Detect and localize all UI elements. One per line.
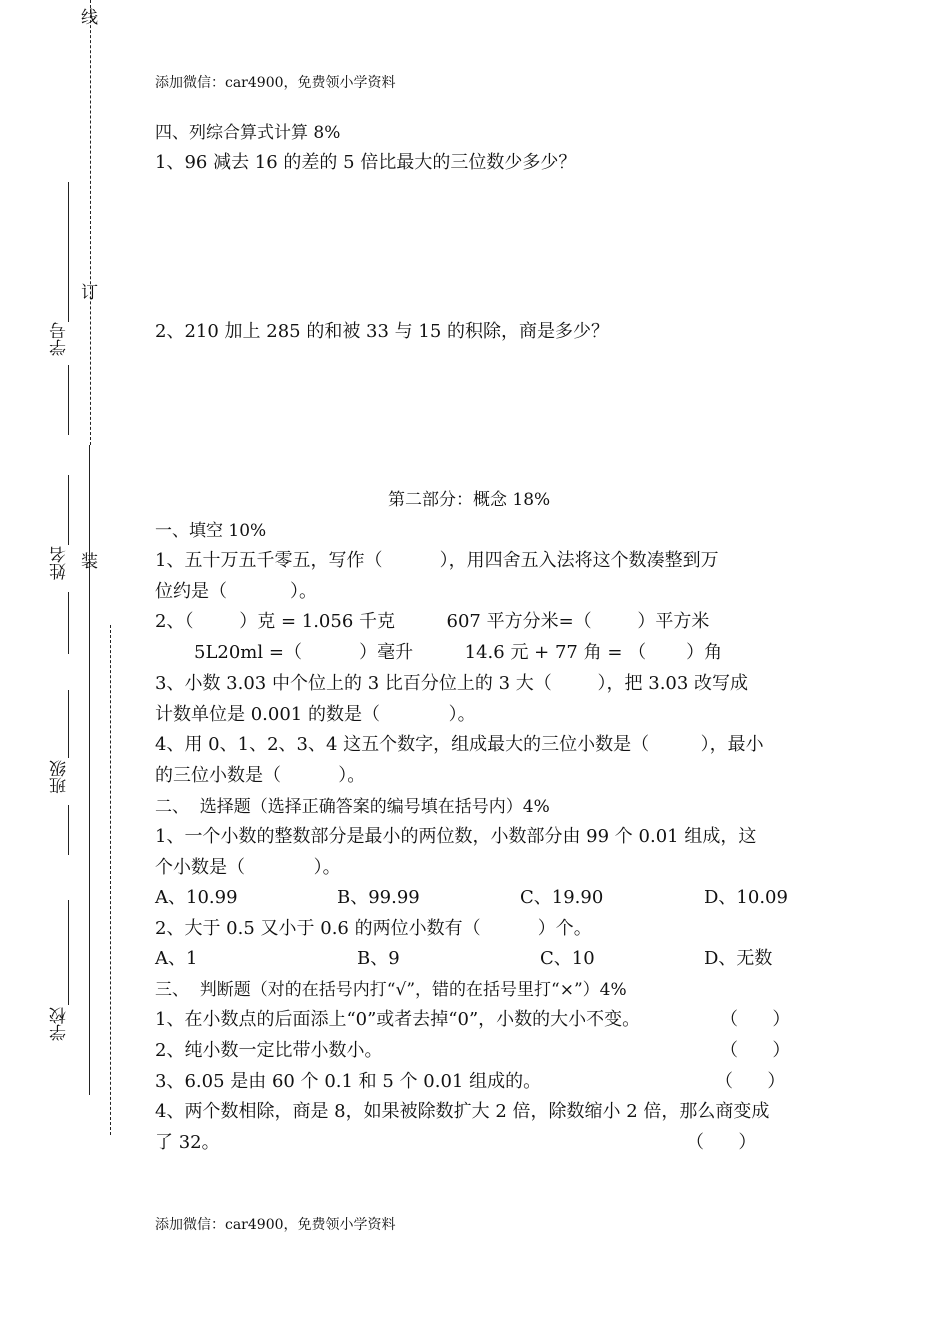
seal-xian: 线	[77, 8, 97, 25]
choice-q1-option-d[interactable]: D、10.09	[704, 887, 788, 908]
xuehao-underline	[68, 182, 69, 322]
fill-q3-line1: 3、小数 3.03 中个位上的 3 比百分位上的 3 大（ ），把 3.03 改写成	[155, 673, 749, 694]
fill-q1-line2: 位约是（ ）。	[155, 581, 317, 602]
fill-q4-line1: 4、用 0、1、2、3、4 这五个数字，组成最大的三位小数是（ ），最小	[155, 734, 764, 755]
judge-q3-bracket[interactable]: （ ）	[715, 1071, 786, 1092]
choice-q1-option-c[interactable]: C、19.90	[520, 887, 604, 908]
choice-q1-line2: 个小数是（ ）。	[155, 857, 341, 878]
xingming-field[interactable]	[68, 592, 69, 654]
judge-q4-line2: 了 32。	[155, 1132, 220, 1153]
choice-q1-line1: 1、一个小数的整数部分是最小的两位数，小数部分由 99 个 0.01 组成，这	[155, 826, 757, 847]
choice-q2: 2、大于 0.5 又小于 0.6 的两位小数有（ ）个。	[155, 918, 592, 939]
judge-q4-line1: 4、两个数相除，商是 8，如果被除数扩大 2 倍，除数缩小 2 倍，那么商变成	[155, 1101, 770, 1122]
fill-title: 一、填空 10%	[155, 521, 267, 541]
binding-solid-line	[89, 445, 90, 1095]
judge-title: 三、 判断题（对的在括号内打“√”，错的在括号里打“×”）4%	[155, 980, 627, 1000]
choice-q2-option-c[interactable]: C、10	[540, 948, 595, 969]
seal-zhuang: 装	[77, 552, 97, 569]
fill-q4-line2: 的三位小数是（ ）。	[155, 765, 366, 786]
judge-q4-bracket[interactable]: （ ）	[686, 1132, 757, 1153]
binding-dashed-line-top	[90, 0, 91, 445]
choice-q2-option-d[interactable]: D、无数	[704, 948, 773, 969]
banji-underline	[68, 690, 69, 758]
xingming-label: 姓名	[50, 546, 70, 580]
fill-q1-line1: 1、五十万五千零五，写作（ ），用四舍五入法将这个数凑整到万	[155, 550, 719, 571]
xuexiao-underline	[68, 900, 69, 1005]
judge-q2-bracket[interactable]: （ ）	[720, 1040, 791, 1061]
part1-q1: 1、96 减去 16 的差的 5 倍比最大的三位数少多少？	[155, 152, 577, 173]
part1-q2: 2、210 加上 285 的和被 33 与 15 的积除，商是多少？	[155, 321, 610, 342]
section4-title: 四、列综合算式计算 8%	[155, 123, 341, 143]
choice-q1-option-b[interactable]: B、99.99	[337, 887, 420, 908]
binding-dashed-line-bottom	[110, 625, 111, 1135]
choice-q2-option-a[interactable]: A、1	[155, 948, 198, 969]
fill-q2-line1: 2、（ ）克 = 1.056 千克 607 平方分米=（ ）平方米	[155, 611, 710, 632]
fill-q3-line2: 计数单位是 0.001 的数是（ ）。	[155, 704, 476, 725]
part2-title: 第二部分：概念 18%	[388, 490, 551, 510]
banji-label: 班级	[50, 760, 70, 794]
judge-q3: 3、6.05 是由 60 个 0.1 和 5 个 0.01 组成的。	[155, 1071, 542, 1092]
banji-field[interactable]	[68, 805, 69, 855]
footer-note: 添加微信：car4900，免费领小学资料	[155, 1217, 396, 1233]
choice-q2-option-b[interactable]: B、9	[357, 948, 400, 969]
xuexiao-label: 学校	[50, 1007, 70, 1041]
judge-q2: 2、纯小数一定比带小数小。	[155, 1040, 383, 1061]
judge-q1-bracket[interactable]: （ ）	[720, 1009, 791, 1030]
header-note: 添加微信：car4900，免费领小学资料	[155, 75, 396, 91]
xuehao-field[interactable]	[68, 365, 69, 435]
xuehao-label: 学号	[50, 322, 70, 356]
choice-q1-option-a[interactable]: A、10.99	[155, 887, 238, 908]
seal-ding: 订	[77, 283, 97, 300]
xingming-underline	[68, 475, 69, 545]
judge-q1: 1、在小数点的后面添上“0”或者去掉“0”，小数的大小不变。	[155, 1009, 641, 1030]
fill-q2-line2: 5L20ml =（ ）毫升 14.6 元 + 77 角 = （ ）角	[194, 642, 723, 663]
choice-title: 二、 选择题（选择正确答案的编号填在括号内）4%	[155, 797, 550, 817]
